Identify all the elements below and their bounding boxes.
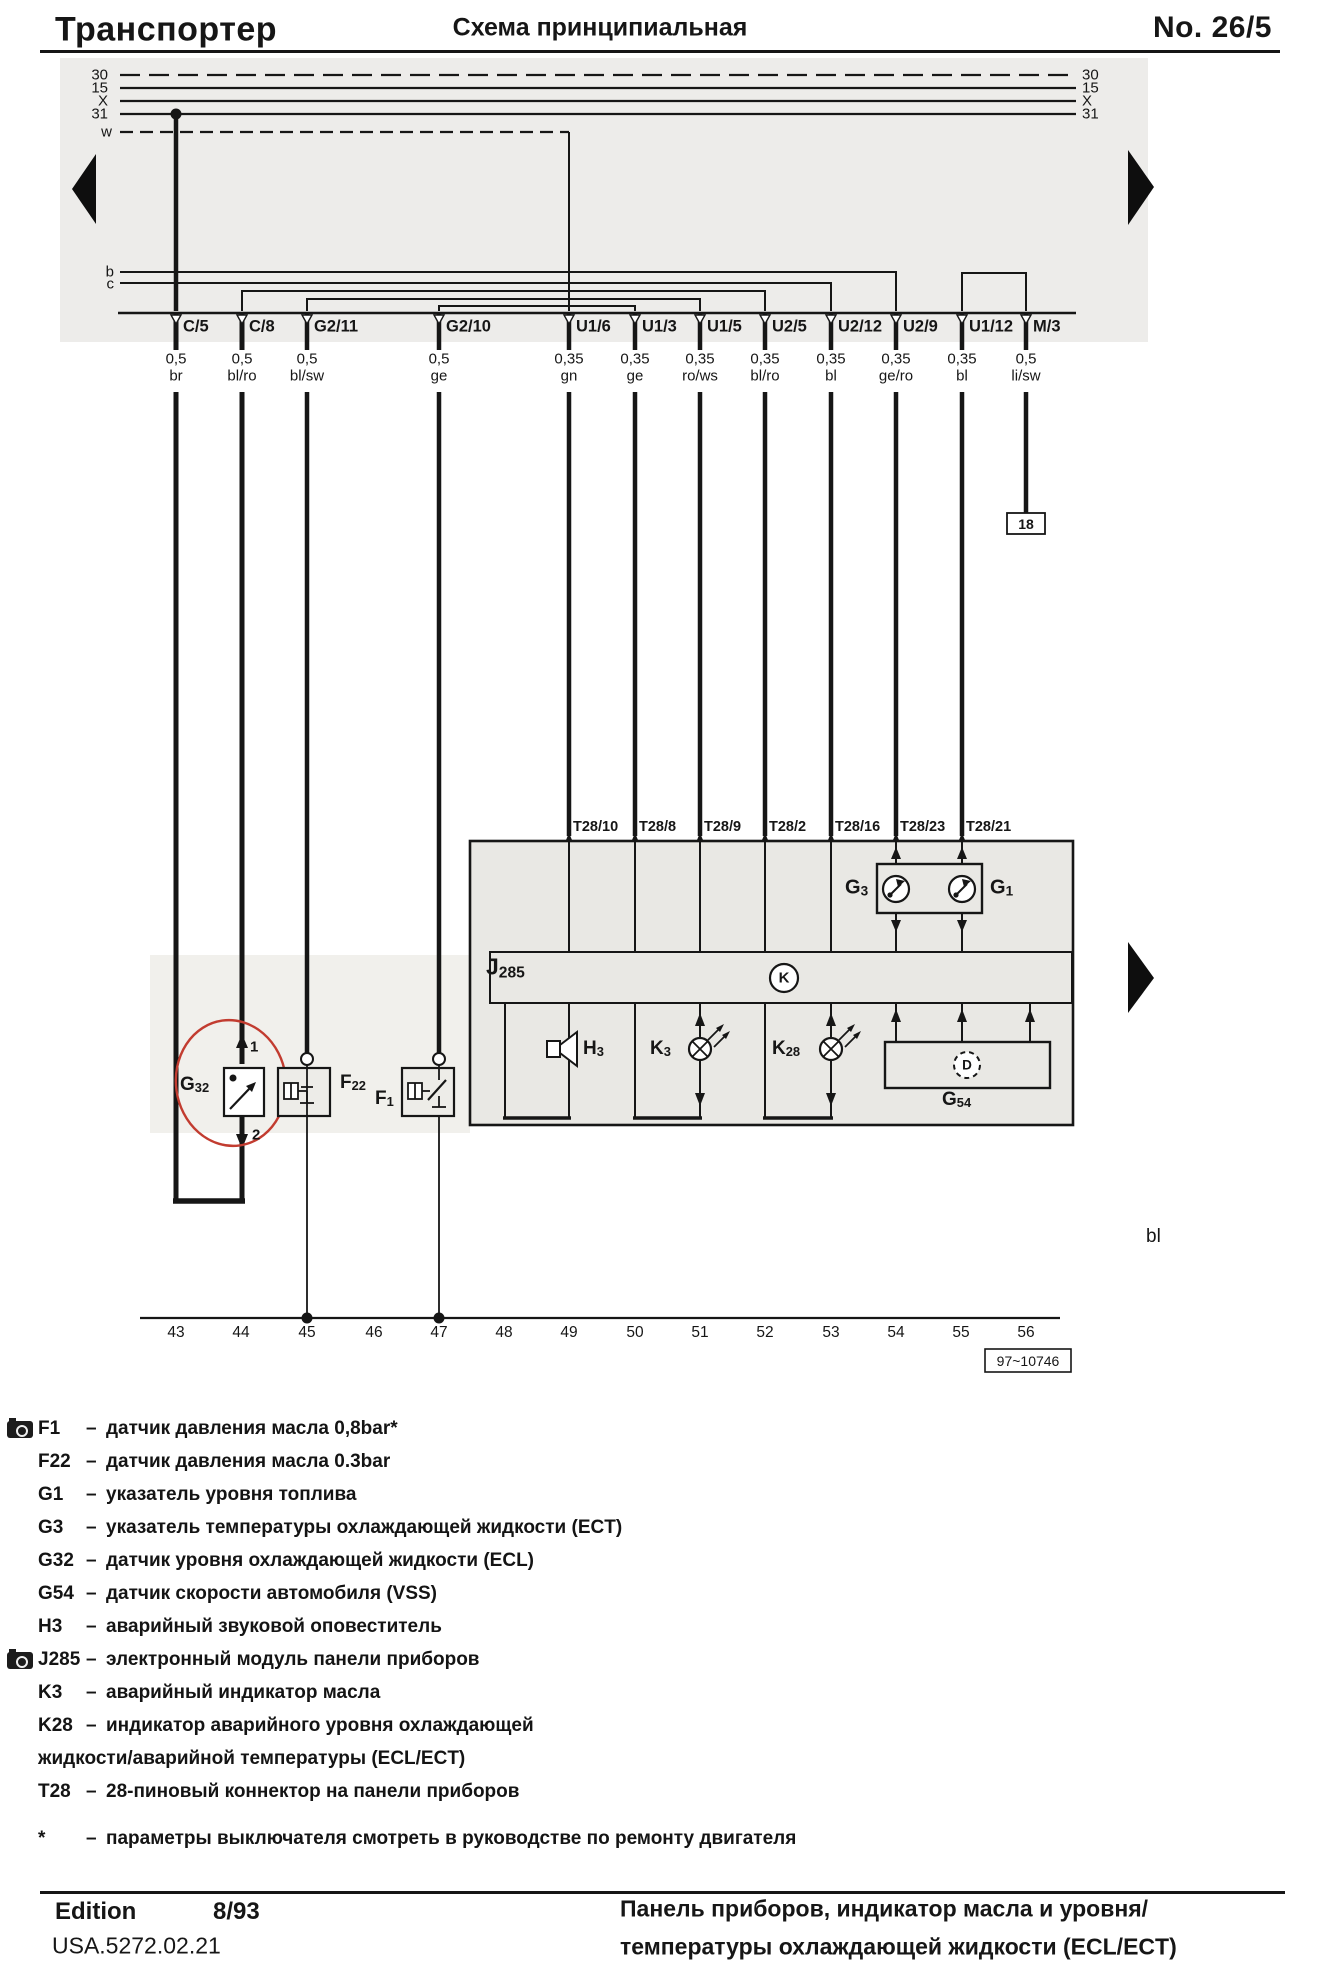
legend-row-H3 — [0, 1616, 1100, 1646]
wire-color-4: gn — [560, 367, 578, 385]
bus-label-left-1: 15 — [91, 79, 108, 97]
connector-label-U1/12: U1/12 — [969, 317, 1014, 336]
wire-color-11: li/sw — [1011, 367, 1041, 385]
legend-id: J285 — [38, 1649, 81, 1670]
connector-label-U2/5: U2/5 — [772, 317, 807, 336]
track-number-48: 48 — [495, 1324, 513, 1341]
footnote-text: параметры выключателя смотреть в руководстве по ремонту двигателя — [106, 1828, 797, 1849]
wire-gauge-0: 0,5 — [165, 350, 187, 368]
legend-dash: – — [86, 1682, 97, 1703]
k3-label-base: K — [650, 1038, 664, 1059]
wire-color-2: bl/sw — [289, 367, 325, 385]
legend-id: G3 — [38, 1517, 64, 1538]
m3-terminal-18: 18 — [1018, 516, 1034, 532]
h3-label-base: H — [583, 1038, 597, 1059]
t28-pin-label-1: T28/8 — [639, 819, 677, 835]
legend-dash: – — [86, 1517, 97, 1538]
bus-label-c: c — [106, 275, 114, 293]
legend-id: H3 — [38, 1616, 63, 1637]
track-number-52: 52 — [756, 1324, 774, 1341]
legend-dash: – — [86, 1583, 97, 1604]
wire-color-3: ge — [430, 367, 448, 385]
connector-label-U2/12: U2/12 — [838, 317, 883, 336]
bus-label-right-3: 31 — [1082, 105, 1099, 123]
t28-pin-label-4: T28/16 — [835, 819, 881, 835]
wire-color-10: bl — [956, 367, 968, 385]
track-number-46: 46 — [365, 1324, 383, 1341]
legend-row-T28 — [0, 1781, 1100, 1811]
legend-id: G54 — [38, 1583, 74, 1604]
track-number-47: 47 — [430, 1324, 448, 1341]
page-number: No. 26/5 — [1152, 11, 1272, 44]
track-number-51: 51 — [691, 1324, 709, 1341]
wire-color-9: ge/ro — [878, 367, 914, 385]
page-subtitle: Схема принципиальная — [452, 13, 748, 42]
connector-label-C/8: C/8 — [249, 317, 275, 336]
legend-text: указатель уровня топлива — [106, 1484, 357, 1505]
legend-text: жидкости/аварийной температуры (ECL/ECT) — [38, 1748, 466, 1769]
legend-text: датчик уровня охлаждающей жидкости (ECL) — [106, 1550, 535, 1571]
connector-label-C/5: C/5 — [183, 317, 209, 336]
wire-gauge-11: 0,5 — [1015, 350, 1037, 368]
footnote-dash: – — [86, 1828, 97, 1849]
k-symbol-label: K — [778, 969, 790, 987]
wire-color-1: bl/ro — [227, 367, 257, 385]
legend-row-J285 — [0, 1649, 1100, 1679]
connector-label-G2/11: G2/11 — [314, 317, 359, 336]
legend-dash: – — [86, 1484, 97, 1505]
document-code: USA.5272.02.21 — [52, 1932, 221, 1959]
connector-label-U1/5: U1/5 — [707, 317, 742, 336]
f1-label-sub: 1 — [386, 1094, 394, 1110]
g32-label-sub: 32 — [194, 1080, 210, 1096]
diagram-ref-number: 97~10746 — [996, 1353, 1060, 1369]
wire-gauge-4: 0,35 — [554, 350, 584, 368]
legend-row-F1 — [0, 1418, 1100, 1448]
track-number-49: 49 — [560, 1324, 578, 1341]
track-number-44: 44 — [232, 1324, 250, 1341]
legend-row-cont — [0, 1748, 1100, 1778]
footer-rule — [40, 1891, 1285, 1894]
t28-pin-label-3: T28/2 — [769, 819, 807, 835]
track-number-45: 45 — [298, 1324, 316, 1341]
g3-label-sub: 3 — [860, 883, 869, 899]
legend-text: 28-пиновый коннектор на панели приборов — [106, 1781, 520, 1802]
track-number-54: 54 — [887, 1324, 905, 1341]
j285-label-base: J — [486, 953, 499, 980]
g3-label-base: G — [845, 876, 861, 899]
bus-label-right-0: 30 — [1082, 66, 1099, 84]
track-number-53: 53 — [822, 1324, 840, 1341]
legend-text: индикатор аварийного уровня охлаждающей — [106, 1715, 534, 1736]
wire-color-7: bl/ro — [750, 367, 780, 385]
track-number-56: 56 — [1017, 1324, 1035, 1341]
g1-label-base: G — [990, 876, 1006, 899]
k28-label-base: K — [772, 1038, 786, 1059]
legend-row-G1 — [0, 1484, 1100, 1514]
footnote-symbol: * — [38, 1828, 46, 1849]
g32-pin1-label: 1 — [250, 1038, 259, 1056]
edition-label: Edition — [55, 1898, 137, 1925]
footer-caption-line2: температуры охлаждающей жидкости (ECL/ECT) — [620, 1933, 1177, 1960]
wire-gauge-9: 0,35 — [881, 350, 911, 368]
k3-label-sub: 3 — [663, 1044, 671, 1060]
legend-text: аварийный звуковой оповеститель — [106, 1616, 442, 1637]
g54-d-symbol: D — [962, 1057, 972, 1073]
legend-id: T28 — [38, 1781, 71, 1802]
legend-text: датчик давления масла 0,8bar* — [106, 1418, 398, 1439]
wire-gauge-2: 0,5 — [296, 350, 318, 368]
page-title: Транспортер — [55, 10, 278, 49]
bus-label-b: b — [105, 263, 114, 281]
wire-note-bl: bl — [1146, 1226, 1161, 1247]
legend-dash: – — [86, 1781, 97, 1802]
t28-pin-label-5: T28/23 — [900, 819, 946, 835]
connector-label-G2/10: G2/10 — [446, 317, 491, 336]
legend-text: аварийный индикатор масла — [106, 1682, 381, 1703]
legend-text: указатель температуры охлаждающей жидкости (ECT) — [106, 1517, 623, 1538]
legend-id: F1 — [38, 1418, 61, 1439]
legend-id: K3 — [38, 1682, 63, 1703]
wire-gauge-7: 0,35 — [750, 350, 780, 368]
track-number-55: 55 — [952, 1324, 970, 1341]
k28-label-sub: 28 — [785, 1044, 801, 1060]
wire-color-6: ro/ws — [682, 367, 718, 385]
legend-id: G1 — [38, 1484, 64, 1505]
bus-label-right-2: X — [1082, 92, 1093, 110]
footnote — [0, 1828, 1200, 1856]
wire-gauge-1: 0,5 — [231, 350, 253, 368]
camera-icon — [7, 1421, 33, 1438]
legend-row-K28 — [0, 1715, 1100, 1745]
f22-label-sub: 22 — [351, 1078, 366, 1094]
legend-row-G3 — [0, 1517, 1100, 1547]
wire-gauge-8: 0,35 — [816, 350, 846, 368]
legend-dash: – — [86, 1451, 97, 1472]
legend-id: G32 — [38, 1550, 74, 1571]
g54-label-sub: 54 — [956, 1095, 972, 1111]
legend-text: датчик скорости автомобиля (VSS) — [106, 1583, 437, 1604]
edition-value: 8/93 — [213, 1898, 260, 1925]
legend-row-K3 — [0, 1682, 1100, 1712]
f1-label-base: F — [375, 1088, 387, 1109]
h3-label-sub: 3 — [596, 1044, 604, 1060]
camera-icon — [7, 1652, 33, 1669]
connector-label-U1/6: U1/6 — [576, 317, 611, 336]
t28-pin-label-0: T28/10 — [573, 819, 619, 835]
legend-text: датчик давления масла 0.3bar — [106, 1451, 391, 1472]
j285-label-sub: 285 — [498, 964, 525, 982]
bus-label-left-0: 30 — [91, 66, 108, 84]
wire-color-8: bl — [825, 367, 837, 385]
bus-label-w: w — [101, 123, 112, 141]
legend-dash: – — [86, 1649, 97, 1670]
wire-color-5: ge — [626, 367, 644, 385]
legend-text: электронный модуль панели приборов — [106, 1649, 480, 1670]
g54-label-base: G — [942, 1089, 957, 1110]
g1-label-sub: 1 — [1005, 883, 1014, 899]
legend-dash: – — [86, 1550, 97, 1571]
wire-gauge-10: 0,35 — [947, 350, 977, 368]
legend-dash: – — [86, 1616, 97, 1637]
legend-row-F22 — [0, 1451, 1100, 1481]
track-number-50: 50 — [626, 1324, 644, 1341]
connector-label-M/3: M/3 — [1033, 317, 1061, 336]
connector-label-U2/9: U2/9 — [903, 317, 938, 336]
g32-pin2-label: 2 — [252, 1126, 261, 1144]
bus-label-right-1: 15 — [1082, 79, 1099, 97]
connector-label-U1/3: U1/3 — [642, 317, 677, 336]
bus-label-left-2: X — [97, 92, 108, 110]
legend-id: F22 — [38, 1451, 71, 1472]
wire-color-0: br — [169, 367, 183, 385]
legend-dash: – — [86, 1715, 97, 1736]
wire-gauge-6: 0,35 — [685, 350, 715, 368]
bus-label-left-3: 31 — [91, 105, 108, 123]
f22-label-base: F — [340, 1072, 352, 1093]
t28-pin-label-6: T28/21 — [966, 819, 1012, 835]
legend-dash: – — [86, 1418, 97, 1439]
g32-label-base: G — [180, 1074, 195, 1095]
legend-row-G32 — [0, 1550, 1100, 1580]
t28-pin-label-2: T28/9 — [704, 819, 742, 835]
track-number-43: 43 — [167, 1324, 185, 1341]
footer-caption-line1: Панель приборов, индикатор масла и уровня/ — [620, 1895, 1149, 1922]
wire-gauge-3: 0,5 — [428, 350, 450, 368]
wire-gauge-5: 0,35 — [620, 350, 650, 368]
legend-row-G54 — [0, 1583, 1100, 1613]
legend-id: K28 — [38, 1715, 73, 1736]
